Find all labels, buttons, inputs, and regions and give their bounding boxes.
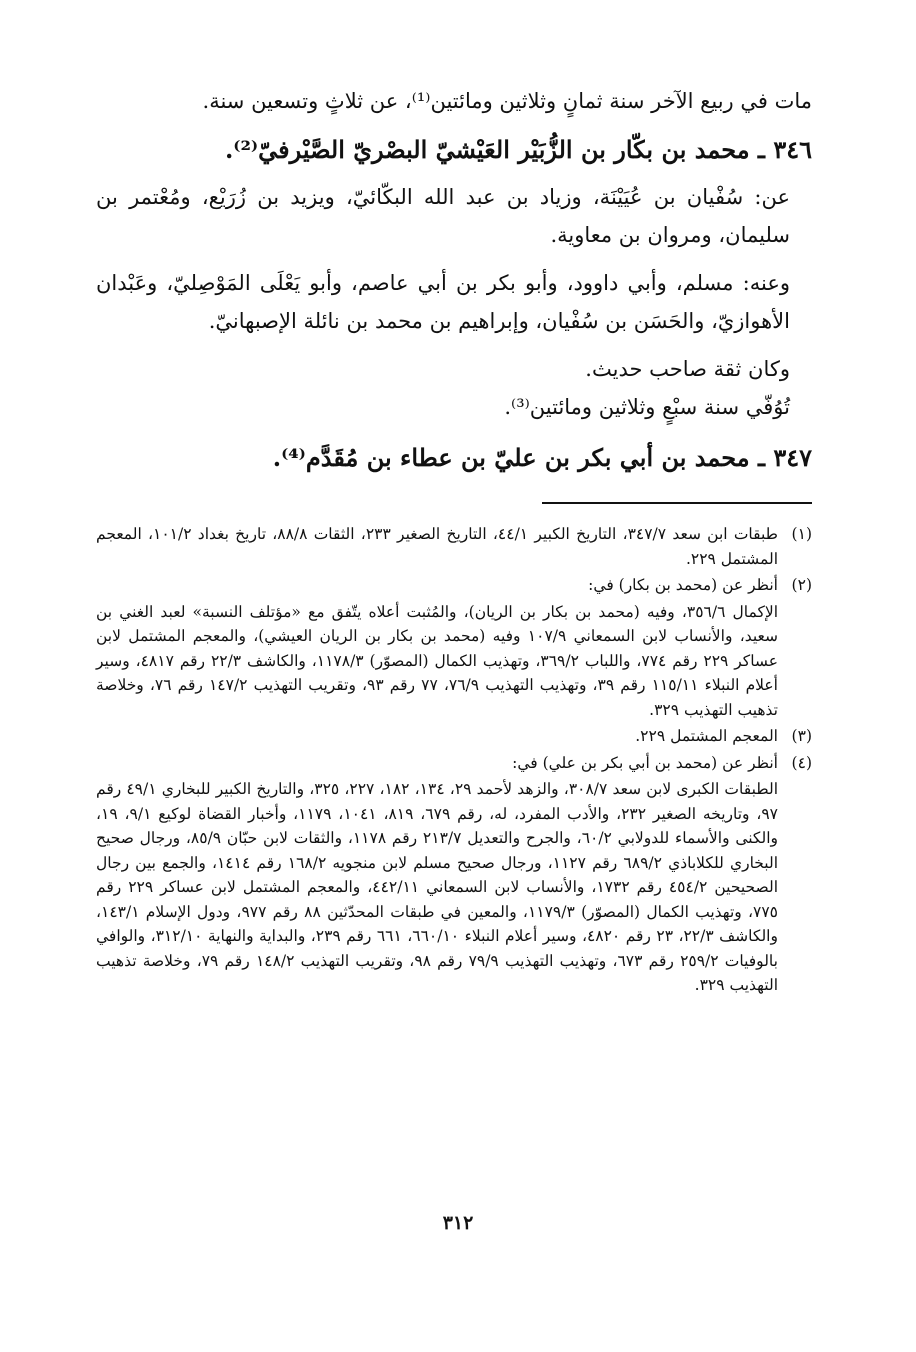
footnote-3 bbox=[96, 724, 812, 749]
footnote-number: (١) bbox=[791, 525, 812, 543]
page-number: ٣١٢ bbox=[442, 1212, 474, 1234]
footnote-text: أنظر عن (محمد بن بكار) في: bbox=[588, 576, 778, 594]
footnote-4 bbox=[96, 751, 812, 776]
footnote-separator bbox=[542, 502, 812, 504]
entry-346-students: وعنه: مسلم، وأبي داوود، وأبو بكر بن أبي عاصم، وأبو يَعْلَى المَوْصِليّ، وعَبْدان الأهوازيّ، والحَسَن بن سُفْيان، وإبراهيم بن محمد بن نائلة الإصبهانيّ. bbox=[96, 271, 790, 333]
footnote-number: (٤) bbox=[791, 753, 812, 772]
entry-347-title: ٣٤٧ ـ محمد بن أبي بكر بن عليّ بن عطاء بن مُقَدَّم⁽⁴⁾. bbox=[272, 443, 812, 472]
footnote-text: أنظر عن (محمد بن أبي بكر بن علي) في: bbox=[512, 753, 778, 772]
continuation-line: مات في ربيع الآخر سنة ثمانٍ وثلاثين ومائتين⁽¹⁾، عن ثلاثٍ وتسعين سنة. bbox=[202, 89, 812, 113]
footnote-2-body: الإكمال ٣٥٦/٦، وفيه (محمد بن بكار بن الريان)، والمُثبت أعلاه يتّفق مع «مؤتلف النسبة» لعبد الغني بن سعيد، والأنساب لابن السمعاني ١٠٧/٩ وفيه (محمد بن بكار بن الريان العيشي)، والمعجم المشتمل لابن عساكر ٢٢٩ رقم ٧٧٤، واللباب ٣٦٩/٢، وتهذيب الكمال (المصوّر) ١١٧٨/٣، والكاشف ٢٢/٣ رقم ٤٨١٧، وسير أعلام النبلاء ١١٥/١١ رقم ٣٩، وتهذيب التهذيب ٧٦/٩، ٧٧ رقم ٩٣، وتقريب التهذيب ١٤٧/٢ رقم ٧٦، وخلاصة تذهيب التهذيب ٣٢٩. bbox=[96, 602, 779, 719]
footnote-number: (٢) bbox=[791, 576, 812, 594]
footnote-1 bbox=[96, 522, 812, 571]
footnote-text: طبقات ابن سعد ٣٤٧/٧، التاريخ الكبير ٤٤/١، التاريخ الصغير ٢٣٣، الثقات ٨٨/٨، تاريخ بغداد ١٠١/٢، المعجم المشتمل ٢٢٩. bbox=[96, 525, 779, 568]
footnote-text: المعجم المشتمل ٢٢٩. bbox=[635, 727, 778, 745]
entry-346-teachers: عن: سُفْيان بن عُيَيْنَة، وزياد بن عبد الله البكّائيّ، ويزيد بن زُرَيْع، ومُعْتمر بن سليمان، ومروان بن معاوية. bbox=[96, 185, 790, 247]
footnote-4-body: الطبقات الكبرى لابن سعد ٣٠٨/٧، والزهد لأحمد ٢٩، ١٣٤، ١٨٢، ٢٢٧، ٣٢٥، والتاريخ الكبير للبخاري ٤٩/١ رقم ٩٧، وتاريخه الصغير ٢٣٢، والأدب المفرد، له، رقم ٦٧٩، ٨١٩، ١٠٤١، ١١٧٩، وأخبار القضاة لوكيع ٩/١، ١٩، والكنى والأسماء للدولابي ٦٠/٢، والجرح والتعديل ٢١٣/٧ رقم ١١٧٨، والثقات لابن حبّان ٨٥/٩، ورجال صحيح البخاري للكلاباذي ٦٨٩/٢ رقم ١١٢٧، ورجال صحيح مسلم لابن منجويه ١٦٨/٢ رقم ١٤١٤، والجمع بين رجال الصحيحين ٤٥٤/٢ رقم ١٧٣٢، والأنساب لابن السمعاني ٤٤٢/١١، والمعجم المشتمل لابن عساكر ٢٢٩ رقم ٧٧٥، وتهذيب الكمال (المصوّر) ١١٧٩/٣، والمعين في طبقات المحدّثين ٨٨ رقم ٩٧٧، ودول الإسلام ١٤٣/١، والكاشف ٢٢/٣، ٢٣ رقم ٤٨٢٠، وسير أعلام النبلاء ٦٦٠/١٠، ٦٦١ رقم ٢٣٩، والبداية والنهاية ٣١٢/١٠، والوافي بالوفيات ٢٥٩/٢ رقم ٦٧٣، وتهذيب التهذيب ٧٩/٩ رقم ٩٨، وتقريب التهذيب ١٤٨/٢ رقم ٧٩، وخلاصة تذهيب التهذيب ٣٢٩. bbox=[96, 780, 779, 994]
entry-346-trust: وكان ثقة صاحب حديث. bbox=[585, 357, 790, 381]
footnote-number: (٣) bbox=[791, 727, 812, 745]
entry-346 bbox=[96, 128, 812, 426]
entry-346-title: ٣٤٦ ـ محمد بن بكّار بن الزُّبَيْر العَيْشيّ البصْريّ الصَّيْرفيّ⁽²⁾. bbox=[224, 135, 812, 164]
footnote-2 bbox=[96, 573, 812, 598]
entry-346-death: تُوُفّي سنة سبْعٍ وثلاثين ومائتين⁽³⁾. bbox=[504, 395, 790, 419]
footnotes bbox=[96, 522, 812, 998]
